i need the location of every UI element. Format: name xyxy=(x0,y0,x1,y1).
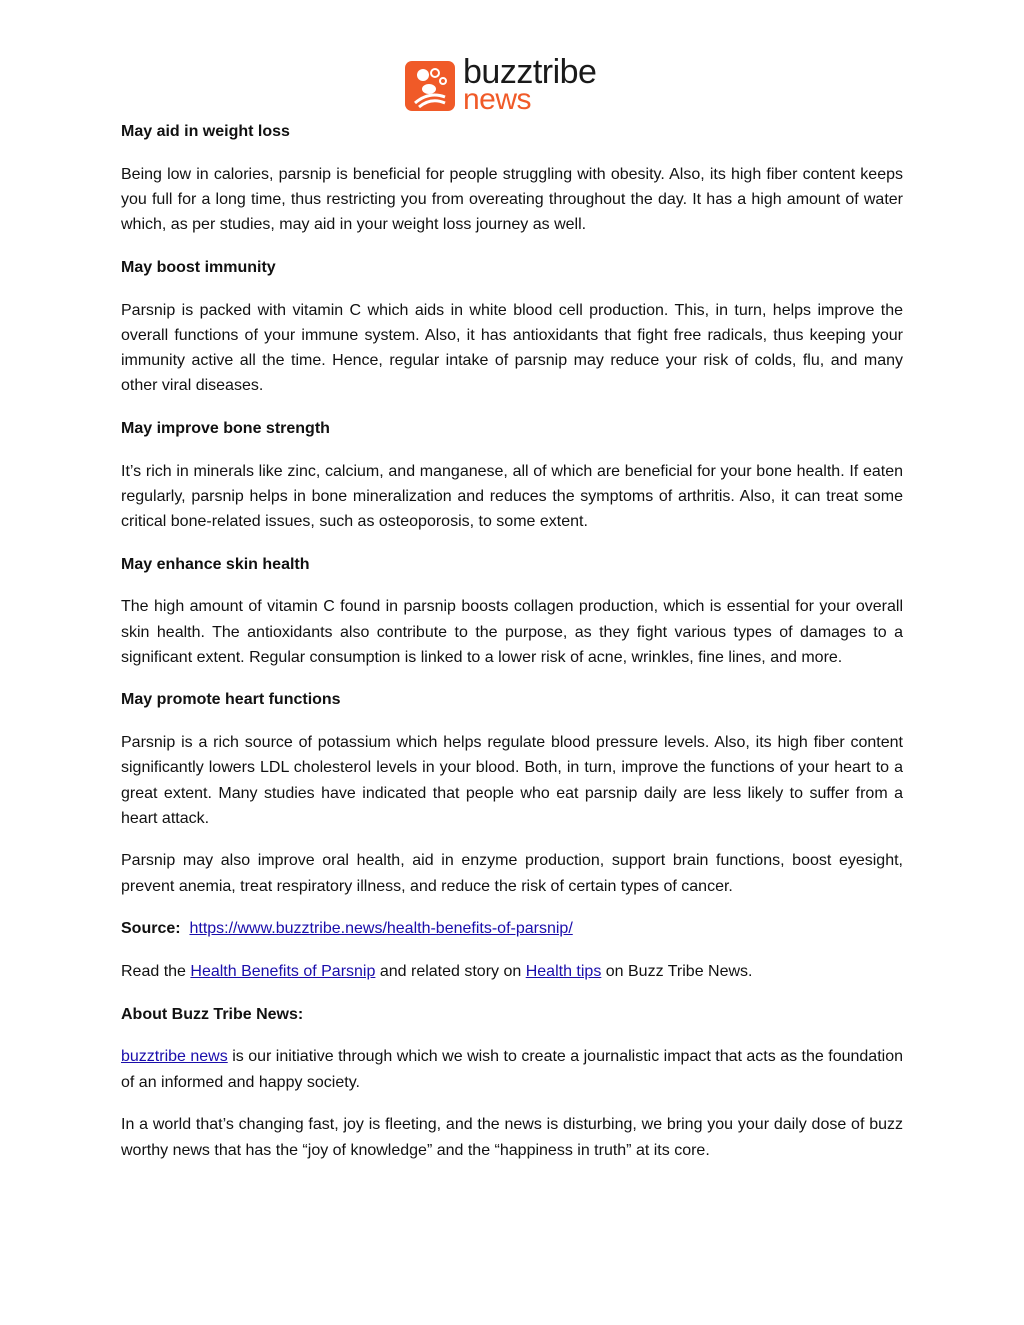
about-heading: About Buzz Tribe News: xyxy=(121,1005,304,1023)
article-body xyxy=(121,119,903,1163)
section-paragraph: The high amount of vitamin C found in parsnip boosts collagen production, which is essential for your overall skin health. The antioxidants also contribute to the purpose, as they fight various types of damages to a significant extent. Regular consumption is linked to a lower risk of acne, wrinkles, fine lines, and more. xyxy=(121,598,903,666)
source-label: Source: xyxy=(121,920,181,938)
section-paragraph: It’s rich in minerals like zinc, calcium, and manganese, all of which are beneficial for your bone health. If eaten regularly, parsnip helps in bone mineralization and reduces the symptoms of arthritis. Also, it can treat some critical bone-related issues, such as osteoporosis, to some extent. xyxy=(121,462,903,530)
section-heading: May aid in weight loss xyxy=(121,123,290,140)
section-heading: May improve bone strength xyxy=(121,419,330,437)
read-suffix: on Buzz Tribe News. xyxy=(605,963,753,981)
buzztribe-logo xyxy=(405,53,621,116)
section-heading: May enhance skin health xyxy=(121,555,310,573)
section-heading: May boost immunity xyxy=(121,258,276,276)
source-link[interactable]: https://www.buzztribe.news/health-benefits-of-parsnip/ xyxy=(189,920,573,938)
read-prefix: Read the xyxy=(121,963,186,981)
health-tips-link[interactable]: Health tips xyxy=(525,963,602,981)
logo-text-buzztribe: buzztribe xyxy=(463,53,597,91)
read-line xyxy=(121,959,903,984)
buzztribe-news-link[interactable]: buzztribe news xyxy=(121,1048,228,1066)
about-paragraph-2: In a world that’s changing fast, joy is fleeting, and the news is disturbing, we bring you your daily dose of buzz worthy news that has the “joy of knowledge” and the “happiness in truth” at its core. xyxy=(121,1116,903,1159)
extra-paragraph: Parsnip may also improve oral health, aid in enzyme production, support brain functions, boost eyesight, prevent anemia, treat respiratory illness, and reduce the risk of certain types of cancer. xyxy=(121,852,903,895)
source-line xyxy=(121,916,903,941)
health-benefits-link[interactable]: Health Benefits of Parsnip xyxy=(190,963,376,981)
section-paragraph: Parsnip is a rich source of potassium which helps regulate blood pressure levels. Also, its high fiber content significantly lowers LDL cholesterol levels in your blood. Both, in turn, improve the functions of your heart to a great extent. Many studies have indicated that people who eat parsnip daily are less likely to suffer from a heart attack. xyxy=(121,734,903,827)
section-heading: May promote heart functions xyxy=(121,691,341,709)
section-paragraph: Parsnip is packed with vitamin C which aids in white blood cell production. This, in turn, helps improve the overall functions of your immune system. Also, it has antioxidants that fight free radicals, thus keeping your immunity active all the time. Hence, regular intake of parsnip may reduce your risk of colds, flu, and many other viral diseases. xyxy=(121,301,903,395)
about-paragraph-1-text: is our initiative through which we wish to create a journalistic impact that acts as the foundation of an informed and happy society. xyxy=(121,1048,903,1091)
about-paragraph-1 xyxy=(121,1044,903,1094)
bee-logo-icon xyxy=(405,61,455,111)
logo-text-news: news xyxy=(463,83,532,116)
section-paragraph: Being low in calories, parsnip is beneficial for people struggling with obesity. Also, its high fiber content keeps you full for a long time, thus restricting you from overeating throughout the day. It has a high amount of water which, as per studies, may aid in your weight loss journey as well. xyxy=(121,165,903,234)
read-middle: and related story on xyxy=(379,963,522,981)
